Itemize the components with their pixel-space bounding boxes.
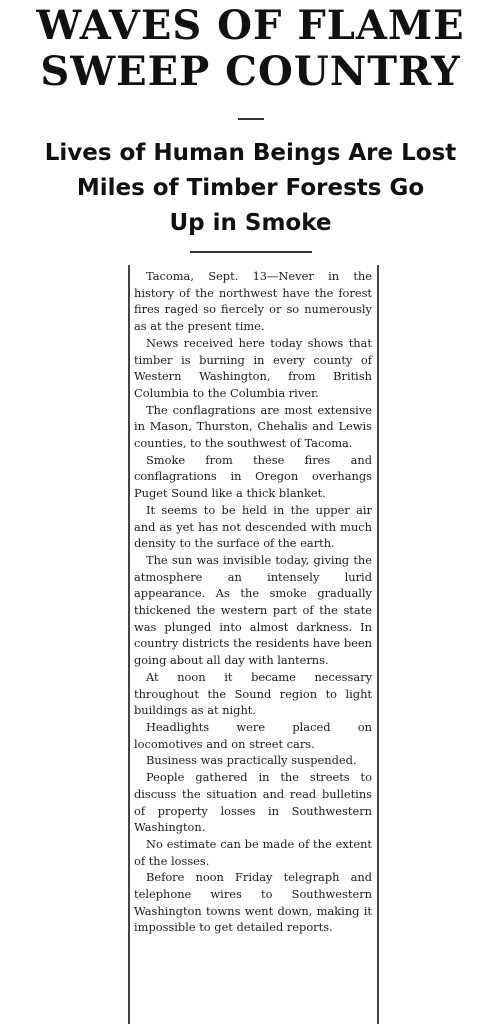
article-paragraph: Headlights were placed on locomotives and on street cars. bbox=[134, 719, 372, 751]
article-paragraph: It seems to be held in the upper air and as yet has not descended with much density to the surface of the earth. bbox=[134, 502, 372, 551]
deck-divider bbox=[190, 251, 312, 253]
deck-line-3: Up in Smoke bbox=[169, 210, 332, 236]
article-paragraph: Before noon Friday telegraph and telephone wires to Southwestern Washington towns went down, making it impossible to get detailed reports. bbox=[134, 870, 372, 935]
article-paragraph: No estimate can be made of the extent of the losses. bbox=[134, 836, 372, 868]
article-body bbox=[134, 268, 372, 936]
deck-line-1: Lives of Human Beings Are Lost bbox=[44, 140, 457, 166]
article-paragraph: Business was practically suspended. bbox=[146, 753, 357, 768]
article-paragraph: Tacoma, Sept. 13—Never in the history of the northwest have the forest fires raged so fiercely or so numerously as at the present time. bbox=[134, 269, 372, 334]
headline-line-2: SWEEP COUNTRY bbox=[40, 48, 461, 95]
article-paragraph: Smoke from these fires and conflagrations in Oregon overhangs Puget Sound like a thick blanket. bbox=[134, 452, 372, 501]
article-paragraph: News received here today shows that timber is burning in every county of Western Washington, from British Columbia to the Columbia river. bbox=[134, 335, 372, 400]
column-rule-right bbox=[377, 265, 379, 1024]
column-rule-left bbox=[128, 265, 130, 1024]
deck-line-2: Miles of Timber Forests Go bbox=[76, 175, 425, 201]
headline-line-1: WAVES OF FLAME bbox=[36, 2, 465, 49]
article-paragraph: The sun was invisible today, giving the atmosphere an intensely lurid appearance. As the smoke gradually thickened the western part of the state was plunged into almost darkness. In country districts the residents have been going about all day with lanterns. bbox=[134, 552, 372, 668]
article-paragraph: At noon it became necessary throughout the Sound region to light buildings as at night. bbox=[134, 669, 372, 718]
headline-divider bbox=[238, 118, 264, 120]
article-paragraph: The conflagrations are most extensive in Mason, Thurston, Chehalis and Lewis counties, to the southwest of Tacoma. bbox=[134, 402, 372, 451]
article-paragraph: People gathered in the streets to discuss the situation and read bulletins of property losses in Southwestern Washington. bbox=[134, 770, 372, 835]
